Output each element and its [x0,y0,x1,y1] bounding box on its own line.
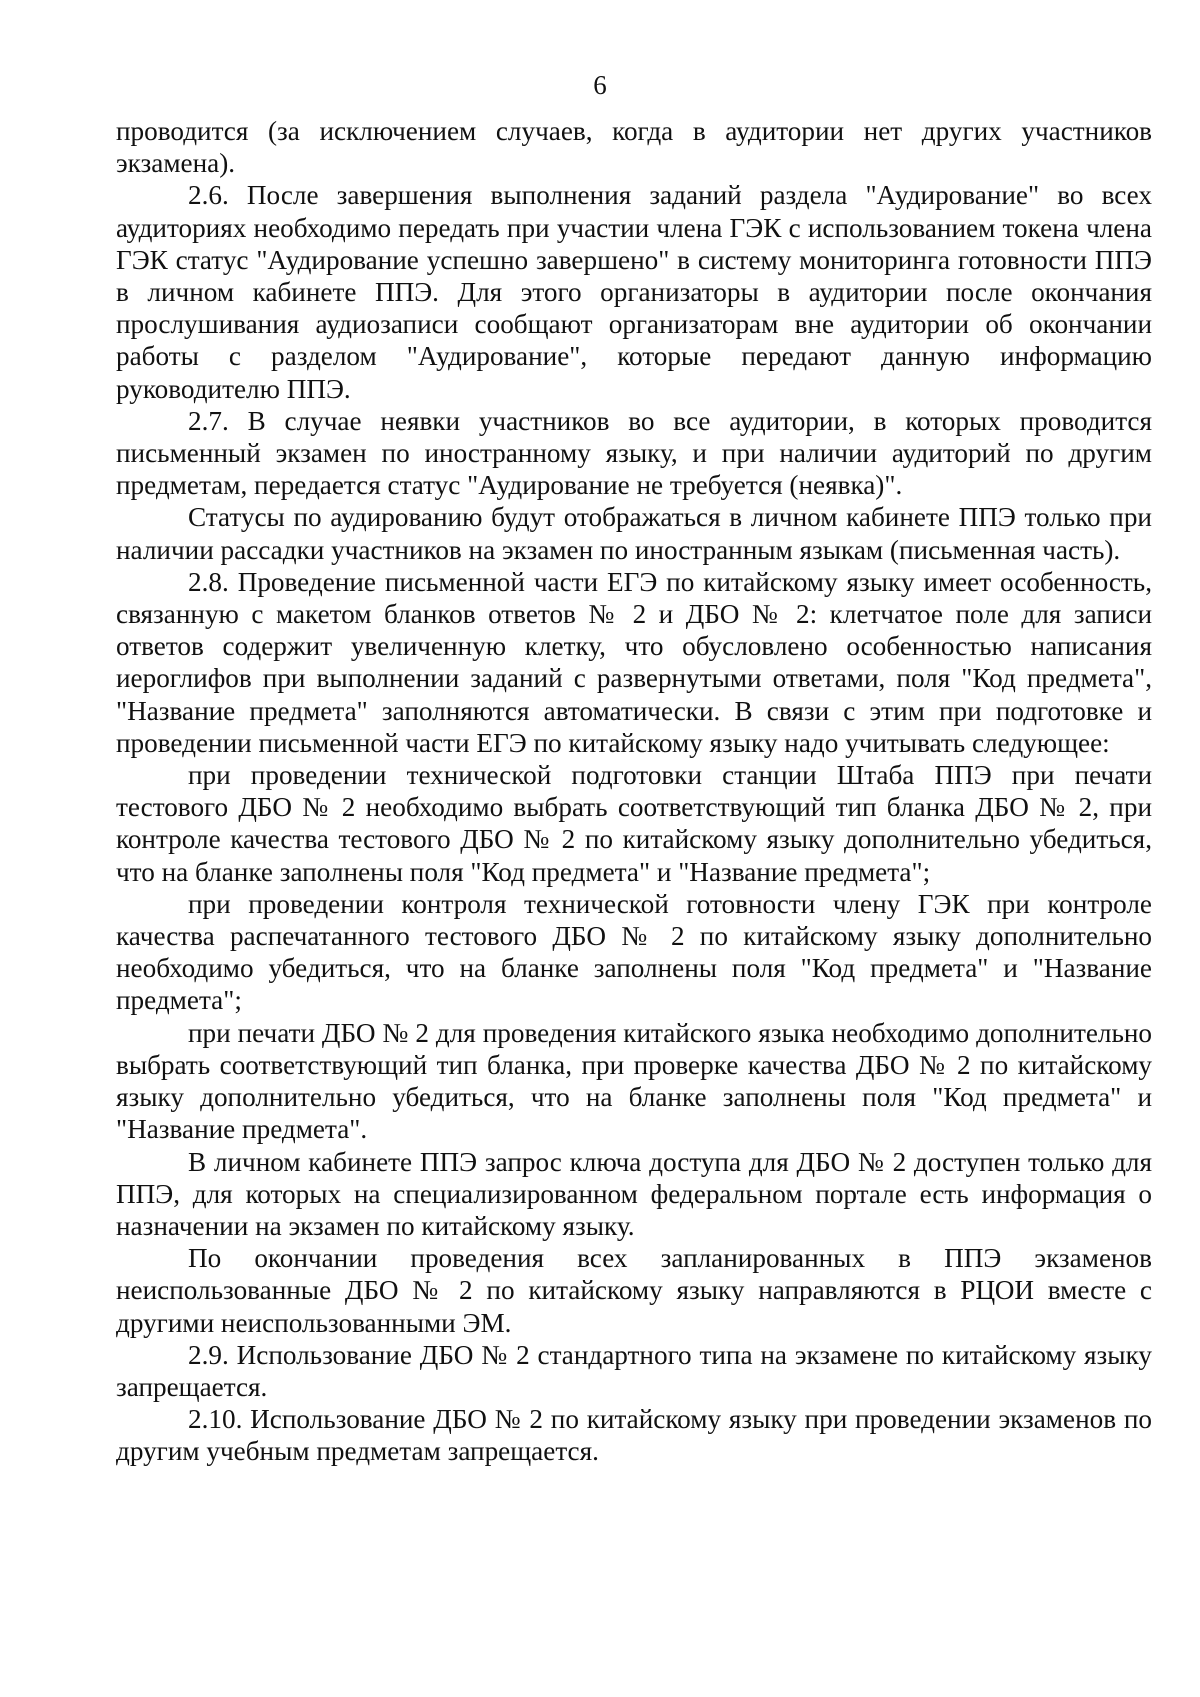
paragraph-2-8: 2.8. Проведение письменной части ЕГЭ по китайскому языку имеет особенность, связанную с макетом бланков ответов № 2 и ДБО № 2: клетчатое поле для записи ответов содержит увеличенную клетку, что обусловлено особенностью написания иероглифов при выполнении заданий с развернутыми ответами, поля "Код предмета", "Название предмета" заполняются автоматически. В связи с этим при подготовке и проведении письменной части ЕГЭ по китайскому языку надо учитывать следующее: [116,566,1152,758]
paragraph-technical-preparation: при проведении технической подготовки станции Штаба ППЭ при печати тестового ДБО № 2 необходимо выбрать соответствующий тип бланка ДБО № 2, при контроле качества тестового ДБО № 2 по китайскому языку дополнительно убедиться, что на бланке заполнены поля "Код предмета" и "Название предмета"; [116,760,1152,887]
paragraph-2-6: 2.6. После завершения выполнения заданий раздела "Аудирование" во всех аудиториях необходимо передать при участии члена ГЭК с использованием токена члена ГЭК статус "Аудирование успешно завершено" в систему мониторинга готовности ППЭ в личном кабинете ППЭ. Для этого организаторы в аудитории после окончания прослушивания аудиозаписи сообщают организаторам вне аудитории об окончании работы с разделом "Аудирование", которые передают данную информацию руководителю ППЭ. [116,180,1152,404]
paragraph-access-key: В личном кабинете ППЭ запрос ключа доступа для ДБО № 2 доступен только для ППЭ, для которых на специализированном федеральном портале есть информация о назначении на экзамен по китайскому языку. [116,1146,1152,1241]
paragraph-technical-readiness: при проведении контроля технической готовности члену ГЭК при контроле качества распечатанного тестового ДБО № 2 по китайскому языку дополнительно необходимо убедиться, что на бланке заполнены поля "Код предмета" и "Название предмета"; [116,888,1152,1016]
document-body [116,115,1152,1468]
paragraph-listening-statuses: Статусы по аудированию будут отображаться в личном кабинете ППЭ только при наличии рассадки участников на экзамен по иностранным языкам (письменная часть). [116,502,1152,565]
paragraph-2-9: 2.9. Использование ДБО № 2 стандартного типа на экзамене по китайскому языку запрещается. [116,1339,1152,1402]
paragraph-printing: при печати ДБО № 2 для проведения китайского языка необходимо дополнительно выбрать соответствующий тип бланка, при проверке качества ДБО № 2 по китайскому языку дополнительно убедиться, что на бланке заполнены поля "Код предмета" и "Название предмета". [116,1017,1152,1145]
paragraph-unused-forms: По окончании проведения всех запланированных в ППЭ экзаменов неиспользованные ДБО № 2 по китайскому языку направляются в РЦОИ вместе с другими неиспользованными ЭМ. [116,1243,1152,1338]
paragraph-2-10: 2.10. Использование ДБО № 2 по китайскому языку при проведении экзаменов по другим учебным предметам запрещается. [116,1404,1152,1467]
paragraph-2-7: 2.7. В случае неявки участников во все аудитории, в которых проводится письменный экзамен по иностранному языку, и при наличии аудиторий по другим предметам, передается статус "Аудирование не требуется (неявка)". [116,405,1152,501]
page-number: 6 [593,70,607,100]
paragraph-continuation: проводится (за исключением случаев, когда в аудитории нет других участников экзамена). [116,116,1152,179]
